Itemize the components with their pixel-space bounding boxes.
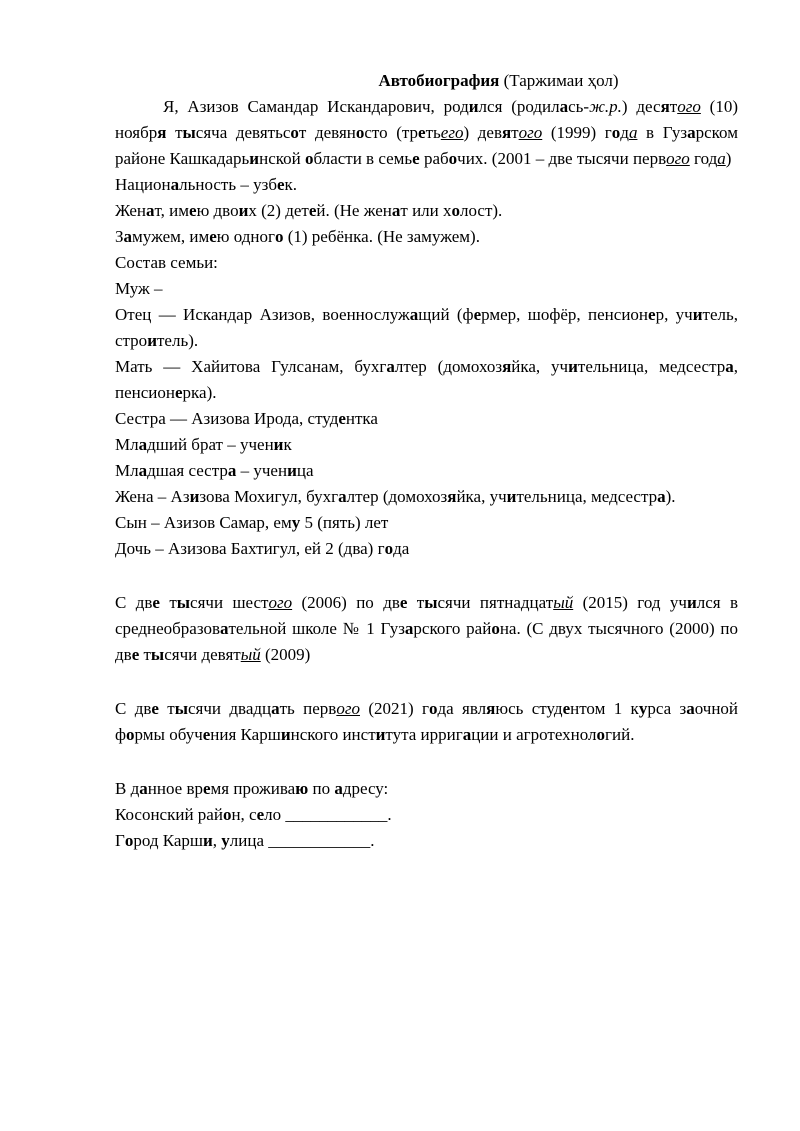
line-younger-brother: Младший брат – ученик [115,435,292,454]
line-married-male: Женат, имею двоих (2) детей. (Не женат или холост). [115,201,503,220]
line-husband: Муж – [115,279,163,298]
line-address-city: Город Карши, улица ____________. [115,831,375,850]
line-father: Отец — Искандар Азизов, военнослужащий (фермер, шофёр, пенсионер, учитель, строитель). [115,305,738,350]
paragraph-intro: Я, Азизов Самандар Искандарович, родился (родилась-ж.р.) десятого (10) ноября тысяча девятьсот девяносто (третьего) девятого (1999) года в Гузарском районе Кашкадарьинской области в семье рабочих. (2001 – две тысячи первого года) [115,97,739,168]
line-nationality: Национальность – узбек. [115,175,298,194]
line-daughter: Дочь – Азизова Бахтигул, ей 2 (два) года [115,539,410,558]
paragraph-school: С две тысячи шестого (2006) по две тысячи пятнадцатый (2015) год учился в среднеобразовательной школе № 1 Гузарского района. (С двух тысячного (2000) по две тысячи девятый (2009) [115,593,738,664]
line-married-female: Замужем, имею одного (1) ребёнка. (Не замужем). [115,227,480,246]
paragraph-university: С две тысячи двадцать первого (2021) года являюсь студентом 1 курса заочной формы обучения Каршинского института ирригации и агротехнологий. [115,699,739,744]
line-family-heading: Состав семьи: [115,253,218,272]
line-mother: Мать — Хайитова Гулсанам, бухгалтер (домохозяйка, учительница, медсестра, пенсионерка). [115,357,738,402]
line-sister: Сестра — Азизова Ирода, студентка [115,409,378,428]
line-wife: Жена – Азизова Мохигул, бухгалтер (домохозяйка, учительница, медсестра). [115,487,676,506]
line-son: Сын – Азизов Самар, ему 5 (пять) лет [115,513,389,532]
line-younger-sister: Младшая сестра – ученица [115,461,314,480]
line-address-district: Косонский район, село ____________. [115,805,392,824]
line-address-heading: В данное время проживаю по адресу: [115,779,389,798]
document-title: Автобиография (Таржимаи ҳол) [378,71,619,90]
